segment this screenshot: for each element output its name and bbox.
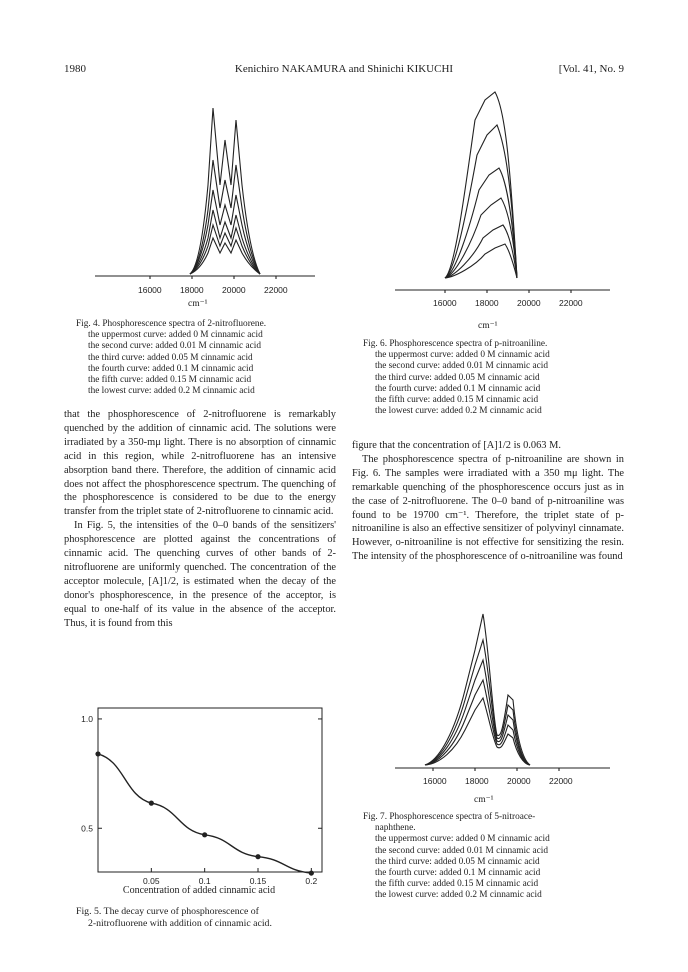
right-paragraph: The phosphorescence spectra of p-nitroaniline are shown in Fig. 6. The samples were irradiated with a 350 mμ light. The remarkable quenching of the phosphorescence occurs just as in the case of 2-nitrofluorene. The 0–0 band of p-nitroaniline was found to be 19700 cm⁻¹. Therefore, the triplet state of p-nitroaniline is also an effective sensitizer of polyvinyl cinnamate. However, o-nitroaniline is not effective for sensitizing the resin. The intensity of the phosphorescence of o-nitroaniline was found (352, 453, 624, 563)
fig4-caption-line: the fifth curve: added 0.15 M cinnamic acid (88, 375, 252, 386)
fig7-caption-line: the fifth curve: added 0.15 M cinnamic acid (375, 879, 539, 890)
fig4-caption-line: the uppermost curve: added 0 M cinnamic acid (88, 330, 263, 341)
fig6-curve-2 (445, 125, 517, 278)
fig7-curve-2 (425, 640, 530, 765)
fig6-curve-1 (445, 92, 517, 278)
fig4-unit-label: cm⁻¹ (188, 299, 208, 309)
fig5-decay-chart (60, 700, 340, 886)
fig4-caption-line: the fourth curve: added 0.1 M cinnamic acid (88, 363, 254, 374)
fig6-tick-18000: 18000 (475, 298, 499, 308)
fig6-caption-line: the uppermost curve: added 0 M cinnamic acid (375, 350, 550, 361)
fig6-caption-line: the lowest curve: added 0.2 M cinnamic acid (375, 406, 542, 417)
fig4-caption (76, 319, 346, 397)
fig5-plot-frame (98, 708, 322, 872)
fig6-tick-16000: 16000 (433, 298, 457, 308)
fig6-caption-line: the fourth curve: added 0.1 M cinnamic acid (375, 383, 541, 394)
left-paragraph: that the phosphorescence of 2-nitrofluorene is remarkably quenched by the addition of cinnamic acid. The solutions were irradiated by a 350-mμ light. There is no absorption of cinnamic acid in this region, while 2-nitrofluorene has an intensive absorption band there. Therefore, the addition of cinnamic acid does not affect the phosphorescence spectrum. The quenching of the phosphorescence is considered to be due to the energy transfer from the triplet state of 2-nitrofluorene to cinnamic acid. (64, 409, 336, 518)
fig7-caption (363, 812, 643, 902)
fig7-unit-label: cm⁻¹ (474, 795, 494, 805)
fig5-xlabel: Concentration of added cinnamic acid (122, 885, 276, 896)
fig7-caption-title: Fig. 7. Phosphorescence spectra of 5-nitroace- (363, 812, 536, 822)
fig5-x-tick-label: 0.2 (305, 876, 318, 886)
fig6-caption-line: the second curve: added 0.01 M cinnamic acid (375, 361, 548, 372)
fig4-caption-line: the third curve: added 0.05 M cinnamic acid (88, 352, 253, 363)
right-paragraph: figure that the concentration of [A]1/2 is 0.063 M. (352, 440, 561, 451)
fig4-caption-line: the lowest curve: added 0.2 M cinnamic acid (88, 386, 255, 397)
fig4-tick-16000: 16000 (138, 285, 162, 295)
fig7-spectra-plot (395, 610, 610, 785)
right-column-text (352, 439, 624, 564)
fig5-data-point (95, 751, 100, 756)
fig6-curve-3 (445, 168, 517, 278)
left-column-text (64, 408, 336, 631)
fig5-caption-line2: 2-nitrofluorene with addition of cinnamic acid. (88, 917, 272, 929)
fig6-tick-22000: 22000 (559, 298, 583, 308)
fig4-spectra-plot (95, 90, 315, 290)
page-number: 1980 (64, 63, 86, 75)
fig4-caption-title: Fig. 4. Phosphorescence spectra of 2-nitrofluorene. (76, 319, 267, 329)
fig6-curve-5 (445, 225, 517, 278)
fig4-tick-20000: 20000 (222, 285, 246, 295)
fig7-caption-line: the uppermost curve: added 0 M cinnamic acid (375, 834, 550, 845)
fig4-tick-22000: 22000 (264, 285, 288, 295)
fig7-tick-18000: 18000 (465, 776, 489, 786)
fig5-y-tick-label: 0.5 (81, 823, 93, 834)
journal-volume: [Vol. 41, No. 9 (558, 63, 624, 75)
fig5-caption (76, 906, 338, 929)
fig6-caption-line: the fifth curve: added 0.15 M cinnamic acid (375, 395, 539, 406)
fig5-x-tick-label: 0.15 (249, 876, 267, 886)
fig4-caption-line: the second curve: added 0.01 M cinnamic acid (88, 341, 261, 352)
fig5-data-point (255, 854, 260, 859)
fig5-decay-curve (98, 754, 311, 873)
fig7-caption-line: the third curve: added 0.05 M cinnamic acid (375, 856, 540, 867)
fig7-caption-line: the lowest curve: added 0.2 M cinnamic acid (375, 890, 542, 901)
fig7-caption-title-cont: naphthene. (375, 823, 416, 834)
fig7-tick-22000: 22000 (549, 776, 573, 786)
fig5-data-point (149, 801, 154, 806)
fig7-caption-line: the second curve: added 0.01 M cinnamic acid (375, 845, 548, 856)
fig6-caption-line: the third curve: added 0.05 M cinnamic acid (375, 372, 540, 383)
fig7-tick-16000: 16000 (423, 776, 447, 786)
fig7-tick-20000: 20000 (507, 776, 531, 786)
running-title-authors: Kenichiro NAKAMURA and Shinichi KIKUCHI (234, 63, 454, 75)
fig6-caption (363, 339, 643, 417)
fig4-tick-18000: 18000 (180, 285, 204, 295)
fig6-caption-title: Fig. 6. Phosphorescence spectra of p-nitroaniline. (363, 339, 548, 349)
fig5-x-tick-label: 0.05 (143, 876, 160, 886)
left-paragraph: In Fig. 5, the intensities of the 0–0 bands of the sensitizers' phosphorescence are plotted against the concentrations of cinnamic acid. The quenching curves of other bands of 2-nitrofluorene are uniformly quenched. The concentration of the acceptor molecule, [A]1/2, is estimated when the decay of the donor's phosphorescence, in the presence of the acceptor, is equal to one-half of its value in the absence of the acceptor. Thus, it is found from this (64, 520, 336, 629)
fig5-data-point (202, 832, 207, 837)
fig6-curve-4 (445, 198, 517, 278)
fig6-spectra-plot (395, 80, 610, 295)
fig5-y-tick-label: 1.0 (81, 713, 93, 724)
fig7-caption-line: the fourth curve: added 0.1 M cinnamic acid (375, 868, 541, 879)
fig6-unit-label: cm⁻¹ (478, 321, 498, 331)
fig6-tick-20000: 20000 (517, 298, 541, 308)
fig5-x-tick-label: 0.1 (198, 876, 211, 886)
fig5-caption-line1: Fig. 5. The decay curve of phosphorescence of (76, 906, 259, 917)
